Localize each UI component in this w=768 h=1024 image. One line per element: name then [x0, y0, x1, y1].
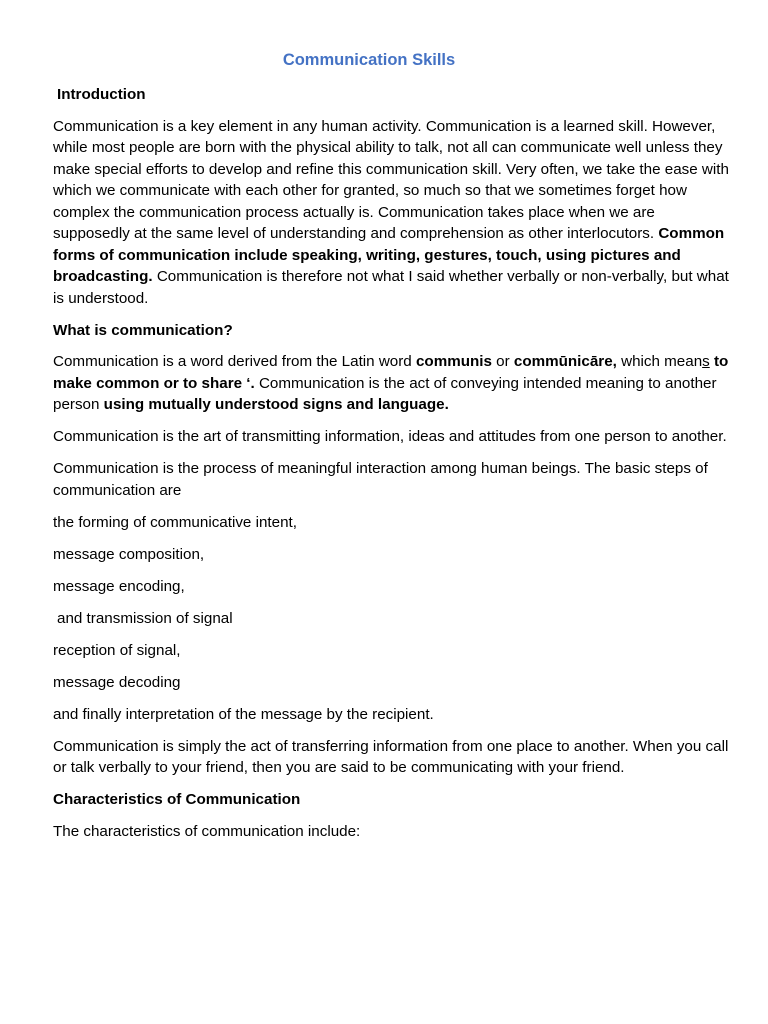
intro-text-bold: Common forms of communication include speaking, writing, gestures, touch, using pictures and broadcasting.	[53, 225, 725, 285]
def-text-c: or	[491, 353, 514, 370]
document-title: Communication Skills	[282, 51, 456, 69]
step-item: reception of signal,	[53, 641, 181, 659]
art-paragraph: Communication is the art of transmitting information, ideas and attitudes from one person to another.	[53, 428, 727, 445]
def-text-e: Communication is the act of conveying intended meaning to another person	[53, 374, 717, 413]
transfer-paragraph: Communication is simply the act of transferring information from one place to another. When you call or talk verbally to your friend, then you are said to be communicating with your friend.	[53, 737, 729, 776]
characteristics-paragraph: The characteristics of communication include:	[53, 822, 361, 840]
section-heading-introduction: Introduction	[57, 86, 146, 103]
process-paragraph: Communication is the process of meaningful interaction among human beings. The basic steps of communication are	[53, 460, 708, 499]
step-item: and finally interpretation of the message by the recipient.	[53, 705, 434, 723]
step-item: message encoding,	[53, 577, 185, 595]
step-item: message decoding	[53, 673, 181, 691]
intro-text-c: Communication is therefore not what I said whether verbally or non-verbally, but what is understood.	[53, 268, 729, 307]
def-meaning: to make common or to share ‘.	[53, 353, 729, 392]
def-term-communis: communis	[415, 353, 492, 370]
intro-paragraph	[53, 116, 733, 310]
step-item: message composition,	[53, 545, 205, 563]
def-signs-language: using mutually understood signs and language.	[103, 396, 449, 413]
step-item: and transmission of signal	[57, 609, 233, 627]
section-heading-characteristics: Characteristics of Communication	[53, 791, 301, 808]
def-text-d: which mean	[616, 353, 703, 370]
definition-paragraph	[53, 351, 733, 416]
def-text-underlined: s	[702, 353, 710, 370]
def-text-a: Communication is a word derived from the Latin word	[53, 353, 416, 370]
document-page	[53, 48, 733, 853]
def-term-communicare: commūnicāre,	[513, 353, 617, 370]
intro-text-a: Communication is a key element in any human activity. Communication is a learned skill. However, while most people are born with the physical ability to talk, not all can communicate well unless they make special efforts to develop and refine this communication skill. Very often, we take the ease with which we communicate with each other for granted, so much so that we sometimes forget how complex the communication process actually is. Communication takes place when we are supposedly at the same level of understanding and comprehension as other interlocutors.	[53, 117, 729, 242]
section-heading-what: What is communication?	[53, 321, 233, 339]
step-item: the forming of communicative intent,	[53, 513, 297, 531]
